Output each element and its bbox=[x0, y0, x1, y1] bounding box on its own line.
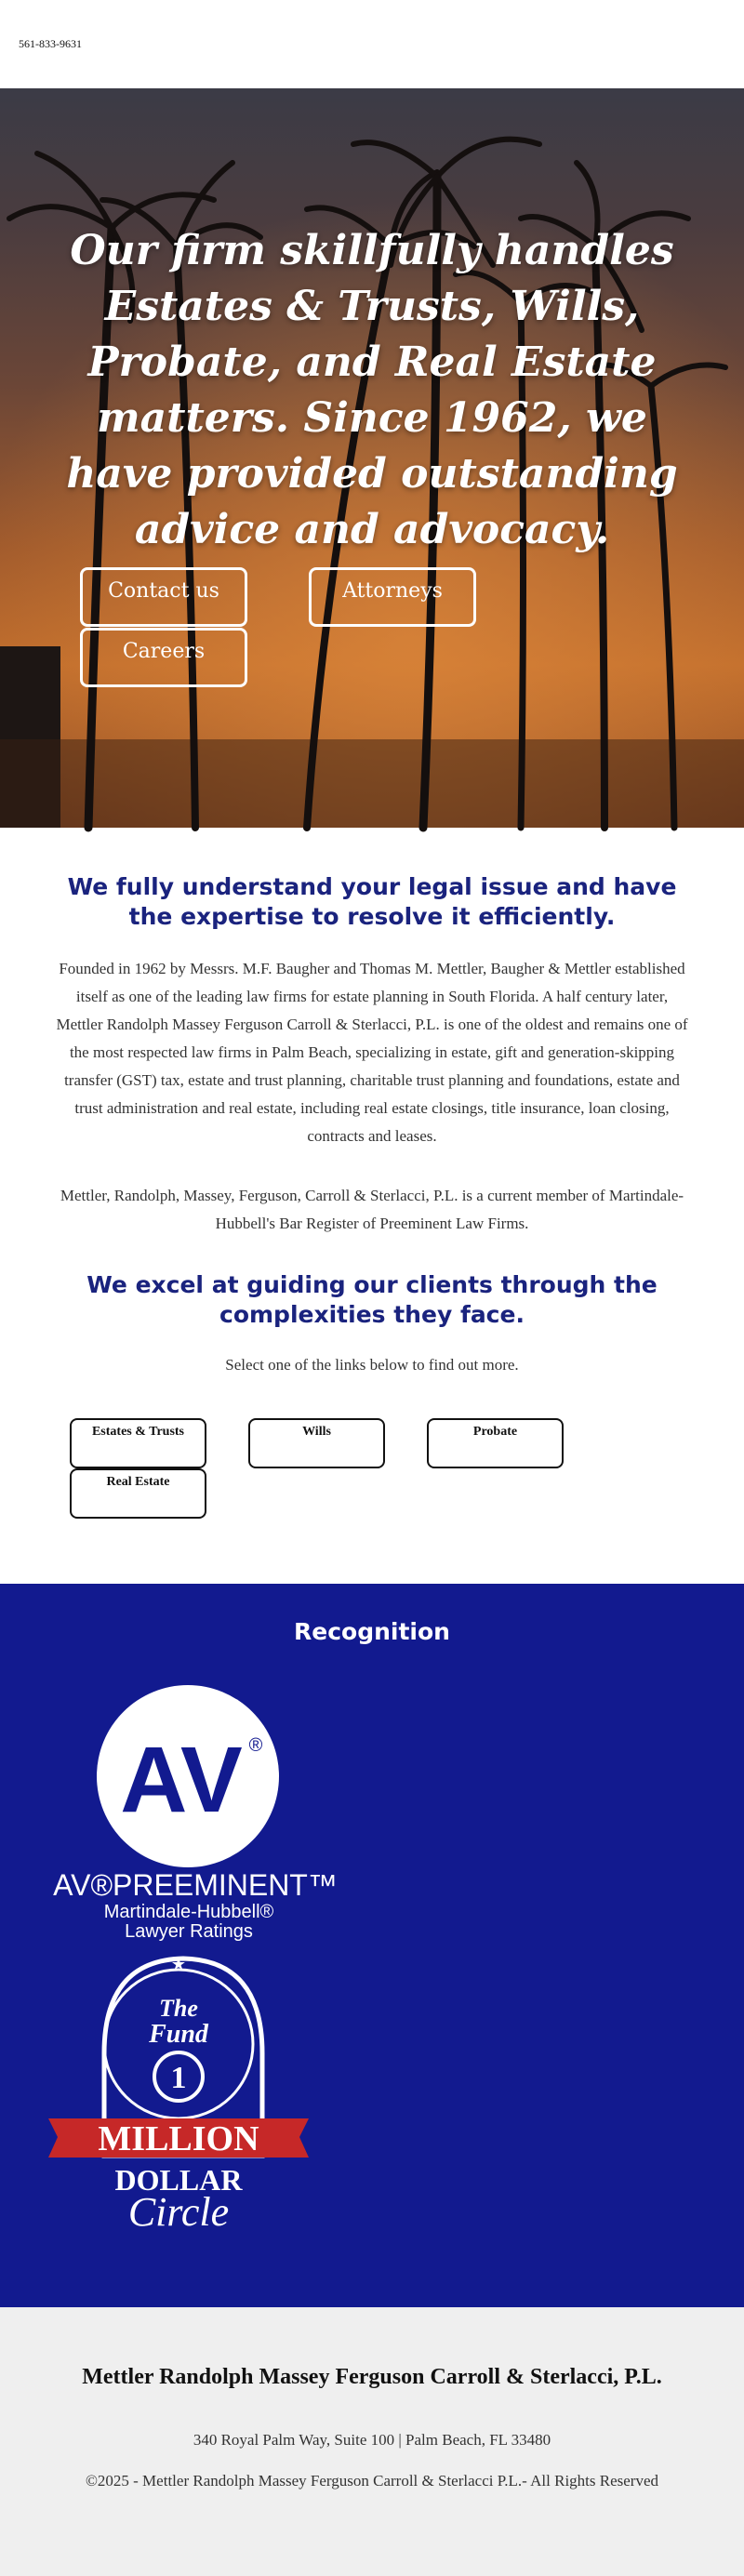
svg-text:Lawyer Ratings: Lawyer Ratings bbox=[125, 1921, 253, 1942]
footer bbox=[0, 2307, 744, 2576]
wills-link-button[interactable]: Wills bbox=[248, 1418, 385, 1468]
top-bar bbox=[0, 0, 744, 88]
av-preeminent-logo bbox=[53, 1686, 338, 1946]
practice-heading: We excel at guiding our clients through the complexities they face. bbox=[86, 1271, 658, 1328]
svg-text:DOLLAR: DOLLAR bbox=[114, 2163, 243, 2197]
real-estate-link-button[interactable]: Real Estate bbox=[70, 1468, 206, 1519]
svg-text:AV®PREEMINENT™: AV®PREEMINENT™ bbox=[53, 1868, 338, 1902]
careers-button[interactable]: Careers bbox=[80, 628, 247, 687]
svg-text:®: ® bbox=[248, 1735, 263, 1756]
practice-instruction: Select one of the links below to find out more. bbox=[225, 1356, 519, 1374]
svg-text:★: ★ bbox=[170, 1955, 187, 1973]
recognition-section bbox=[0, 1584, 744, 2307]
footer-address: 340 Royal Palm Way, Suite 100 | Palm Beach, FL 33480 bbox=[193, 2431, 551, 2449]
intro-paragraph-history: Founded in 1962 by Messrs. M.F. Baugher and Thomas M. Mettler, Baugher & Mettler established itself as one of the leading law firms for estate planning in South Florida. A half century later, Mettler Randolph Massey Ferguson Carroll & Sterlacci, P.L. is one of the oldest and remains one of the most respected law firms in Palm Beach, specializing in estate, gift and generation-skipping transfer (GST) tax, estate and trust planning, charitable trust planning and foundations, estate and trust administration and real estate, including real estate closings, title insurance, loan closing, contracts and leases. bbox=[56, 960, 688, 1145]
estates-trusts-link-button[interactable]: Estates & Trusts bbox=[70, 1418, 206, 1468]
intro-paragraph-membership: Mettler, Randolph, Massey, Ferguson, Carroll & Sterlacci, P.L. is a current member of Martindale-Hubbell's Bar Register of Preeminent Law Firms. bbox=[60, 1187, 684, 1232]
contact-us-button[interactable]: Contact us bbox=[80, 567, 247, 627]
svg-text:1: 1 bbox=[170, 2061, 187, 2095]
svg-text:AV: AV bbox=[120, 1728, 243, 1832]
million-dollar-circle-logo bbox=[48, 1951, 318, 2239]
probate-link-button[interactable]: Probate bbox=[427, 1418, 564, 1468]
recognition-title: Recognition bbox=[294, 1618, 450, 1645]
footer-firm-name: Mettler Randolph Massey Ferguson Carroll & Sterlacci, P.L. bbox=[82, 2365, 662, 2389]
svg-text:Circle: Circle bbox=[127, 2189, 230, 2235]
phone-number-link[interactable]: 561-833-9631 bbox=[19, 37, 82, 50]
footer-copyright: ©2025 - Mettler Randolph Massey Ferguson Carroll & Sterlacci P.L.- All Rights Reserved bbox=[85, 2472, 659, 2490]
intro-heading: We fully understand your legal issue and have the expertise to resolve it efficiently. bbox=[67, 873, 677, 930]
svg-text:Martindale-Hubbell®: Martindale-Hubbell® bbox=[103, 1902, 274, 1922]
hero-section bbox=[0, 88, 744, 828]
svg-text:The: The bbox=[159, 1995, 198, 2022]
hero-headline: Our firm skillfully handles Estates & Trusts, Wills, Probate, and Real Estate matters. Since 1962, we have provided outstanding advice and advocacy. bbox=[66, 227, 678, 553]
svg-text:MILLION: MILLION bbox=[98, 2119, 259, 2158]
attorneys-button[interactable]: Attorneys bbox=[309, 567, 476, 627]
svg-text:Fund: Fund bbox=[149, 2020, 208, 2049]
